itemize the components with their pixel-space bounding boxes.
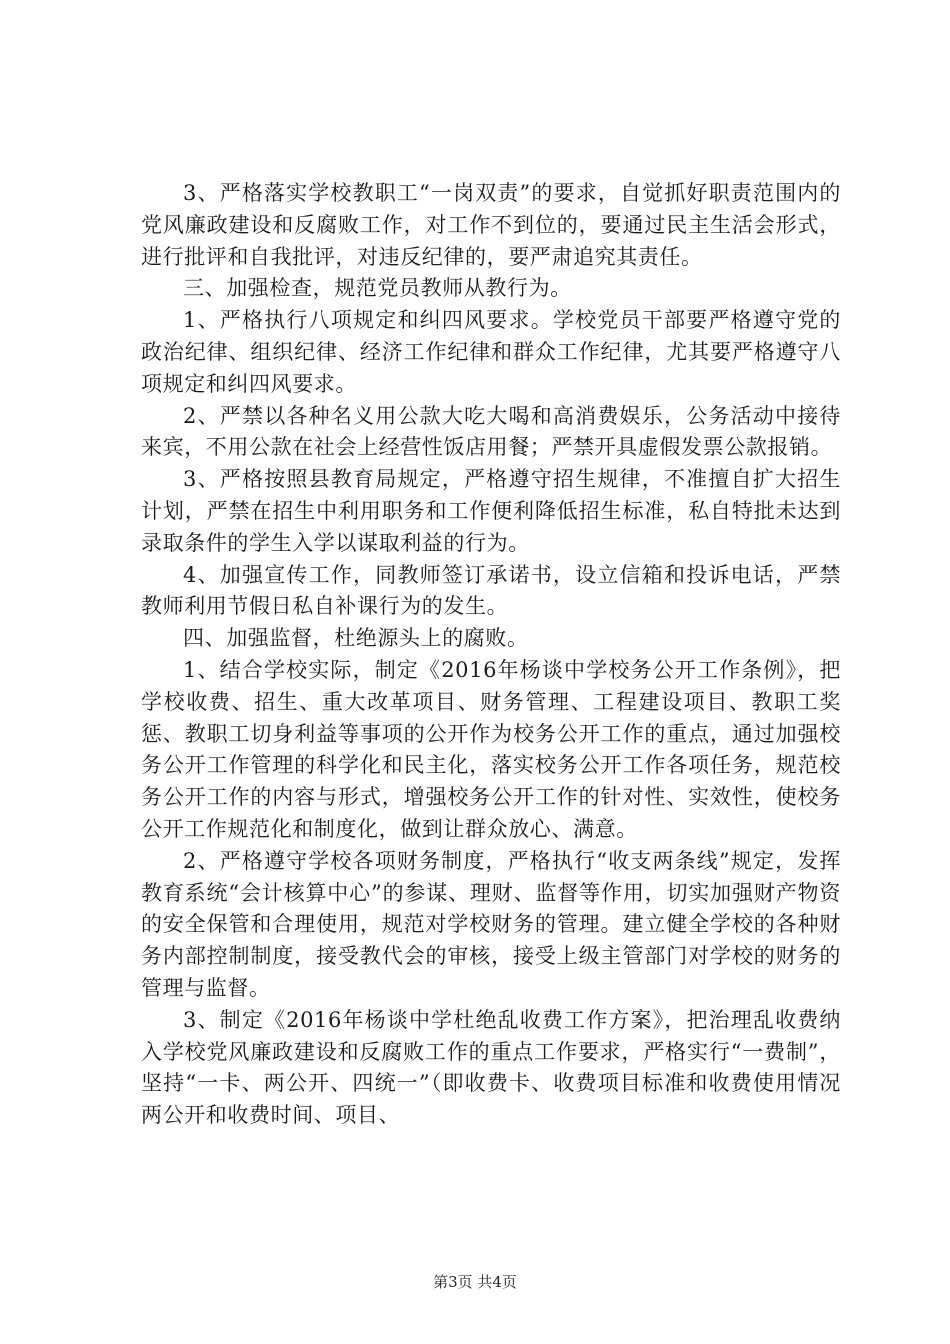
paragraph-7: 2、严格遵守学校各项财务制度，严格执行“收支两条线”规定，发挥教育系统“会计核算中心”的参谋、理财、监督等作用，切实加强财产物资的安全保管和合理使用，规范对学校财务的管理。建立健全学校的各种财务内部控制制度，接受教代会的审核，接受上级主管部门对学校的财务的管理与监督。 bbox=[141, 848, 841, 1000]
paragraph-2: 1、严格执行八项规定和纠四风要求。学校党员干部要严格遵守党的政治纪律、组织纪律、经济工作纪律和群众工作纪律，尤其要严格遵守八项规定和纠四风要求。 bbox=[141, 308, 841, 396]
paragraph-8: 3、制定《2016年杨谈中学杜绝乱收费工作方案》，把治理乱收费纳入学校党风廉政建设和反腐败工作的重点工作要求，严格实行“一费制”，坚持“一卡、两公开、四统一”（即收费卡、收费项目标准和收费使用情况两公开和收费时间、项目、 bbox=[141, 1007, 841, 1128]
paragraph-3: 2、严禁以各种名义用公款大吃大喝和高消费娱乐，公务活动中接待来宾，不用公款在社会上经营性饭店用餐；严禁开具虚假发票公款报销。 bbox=[141, 403, 841, 460]
paragraph-6: 1、结合学校实际，制定《2016年杨谈中学校务公开工作条例》，把学校收费、招生、重大改革项目、财务管理、工程建设项目、教职工奖惩、教职工切身利益等事项的公开作为校务公开工作的重点，通过加强校务公开工作管理的科学化和民主化，落实校务公开工作各项任务，规范校务公开工作的内容与形式，增强校务公开工作的针对性、实效性，使校务公开工作规范化和制度化，做到让群众放心、满意。 bbox=[141, 657, 841, 841]
paragraph-1: 3、严格落实学校教职工“一岗双责”的要求，自觉抓好职责范围内的党风廉政建设和反腐败工作，对工作不到位的，要通过民主生活会形式，进行批评和自我批评，对违反纪律的，要严肃追究其责任。 bbox=[141, 181, 841, 269]
section-heading-4: 四、加强监督，杜绝源头上的腐败。 bbox=[183, 626, 529, 651]
paragraph-5: 4、加强宣传工作，同教师签订承诺书，设立信箱和投诉电话，严禁教师利用节假日私自补课行为的发生。 bbox=[141, 562, 841, 619]
page-number-footer: 第3页 共4页 bbox=[433, 1273, 517, 1291]
document-body bbox=[141, 178, 841, 1132]
section-heading-3: 三、加强检查，规范党员教师从教行为。 bbox=[183, 276, 572, 301]
paragraph-4: 3、严格按照县教育局规定，严格遵守招生规律，不准擅自扩大招生计划，严禁在招生中利用职务和工作便利降低招生标准，私自特批未达到录取条件的学生入学以谋取利益的行为。 bbox=[141, 467, 841, 555]
